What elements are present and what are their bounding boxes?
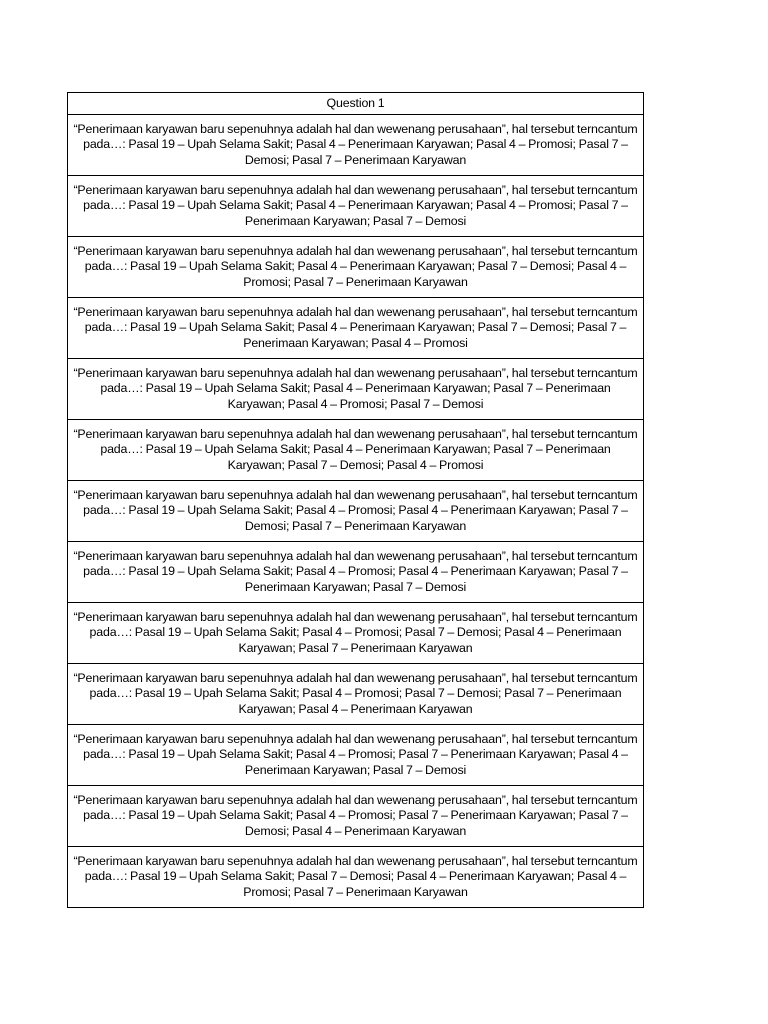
table-row [68,420,644,481]
table-cell [68,115,644,176]
table-header-row [68,93,644,115]
table-row [68,725,644,786]
table-cell [68,664,644,725]
table-row [68,115,644,176]
option-text-4: “Penerimaan karyawan baru sepenuhnya adalah hal dan wewenang perusahaan”, hal tersebut terncantum pada…: Pasal 19 – Upah Selama Sakit; Pasal 4 – Penerimaan Karyawan; Pasal 7 – Demosi; Pasal 7 – Penerimaan Karyawan; Pasal 4 – Promosi [73,304,638,350]
table-row [68,664,644,725]
table-row [68,237,644,298]
table-row [68,786,644,847]
table-row [68,542,644,603]
question-title: Question 1 [326,96,385,111]
option-text-1: “Penerimaan karyawan baru sepenuhnya adalah hal dan wewenang perusahaan”, hal tersebut terncantum pada…: Pasal 19 – Upah Selama Sakit; Pasal 4 – Penerimaan Karyawan; Pasal 4 – Promosi; Pasal 7 – Demosi; Pasal 7 – Penerimaan Karyawan [73,121,638,167]
option-text-11: “Penerimaan karyawan baru sepenuhnya adalah hal dan wewenang perusahaan”, hal tersebut terncantum pada…: Pasal 19 – Upah Selama Sakit; Pasal 4 – Promosi; Pasal 7 – Penerimaan Karyawan; Pasal 4 – Penerimaan Karyawan; Pasal 7 – Demosi [73,731,638,777]
table-cell [68,725,644,786]
table-cell [68,176,644,237]
option-text-2: “Penerimaan karyawan baru sepenuhnya adalah hal dan wewenang perusahaan”, hal tersebut terncantum pada…: Pasal 19 – Upah Selama Sakit; Pasal 4 – Penerimaan Karyawan; Pasal 4 – Promosi; Pasal 7 – Penerimaan Karyawan; Pasal 7 – Demosi [73,182,638,228]
table-row [68,359,644,420]
table-row [68,298,644,359]
table-cell [68,786,644,847]
option-text-5: “Penerimaan karyawan baru sepenuhnya adalah hal dan wewenang perusahaan”, hal tersebut terncantum pada…: Pasal 19 – Upah Selama Sakit; Pasal 4 – Penerimaan Karyawan; Pasal 7 – Penerimaan Karyawan; Pasal 4 – Promosi; Pasal 7 – Demosi [73,365,638,411]
table-cell [68,603,644,664]
table-header-cell [68,93,644,115]
option-text-7: “Penerimaan karyawan baru sepenuhnya adalah hal dan wewenang perusahaan”, hal tersebut terncantum pada…: Pasal 19 – Upah Selama Sakit; Pasal 4 – Promosi; Pasal 4 – Penerimaan Karyawan; Pasal 7 – Demosi; Pasal 7 – Penerimaan Karyawan [73,487,638,533]
option-text-10: “Penerimaan karyawan baru sepenuhnya adalah hal dan wewenang perusahaan”, hal tersebut terncantum pada…: Pasal 19 – Upah Selama Sakit; Pasal 4 – Promosi; Pasal 7 – Demosi; Pasal 7 – Penerimaan Karyawan; Pasal 4 – Penerimaan Karyawan [73,670,638,716]
table-cell [68,847,644,908]
option-text-3: “Penerimaan karyawan baru sepenuhnya adalah hal dan wewenang perusahaan”, hal tersebut terncantum pada…: Pasal 19 – Upah Selama Sakit; Pasal 4 – Penerimaan Karyawan; Pasal 7 – Demosi; Pasal 4 – Promosi; Pasal 7 – Penerimaan Karyawan [73,243,638,289]
table-cell [68,481,644,542]
table-cell [68,542,644,603]
table-row [68,847,644,908]
table-cell [68,420,644,481]
option-text-9: “Penerimaan karyawan baru sepenuhnya adalah hal dan wewenang perusahaan”, hal tersebut terncantum pada…: Pasal 19 – Upah Selama Sakit; Pasal 4 – Promosi; Pasal 7 – Demosi; Pasal 4 – Penerimaan Karyawan; Pasal 7 – Penerimaan Karyawan [73,609,638,655]
option-text-6: “Penerimaan karyawan baru sepenuhnya adalah hal dan wewenang perusahaan”, hal tersebut terncantum pada…: Pasal 19 – Upah Selama Sakit; Pasal 4 – Penerimaan Karyawan; Pasal 7 – Penerimaan Karyawan; Pasal 7 – Demosi; Pasal 4 – Promosi [73,426,638,472]
document-page [67,92,644,908]
table-cell [68,298,644,359]
table-row [68,176,644,237]
question-table [67,92,644,908]
table-cell [68,359,644,420]
table-row [68,603,644,664]
option-text-13: “Penerimaan karyawan baru sepenuhnya adalah hal dan wewenang perusahaan”, hal tersebut terncantum pada…: Pasal 19 – Upah Selama Sakit; Pasal 7 – Demosi; Pasal 4 – Penerimaan Karyawan; Pasal 4 – Promosi; Pasal 7 – Penerimaan Karyawan [73,853,638,899]
table-cell [68,237,644,298]
option-text-8: “Penerimaan karyawan baru sepenuhnya adalah hal dan wewenang perusahaan”, hal tersebut terncantum pada…: Pasal 19 – Upah Selama Sakit; Pasal 4 – Promosi; Pasal 4 – Penerimaan Karyawan; Pasal 7 – Penerimaan Karyawan; Pasal 7 – Demosi [73,548,638,594]
table-row [68,481,644,542]
option-text-12: “Penerimaan karyawan baru sepenuhnya adalah hal dan wewenang perusahaan”, hal tersebut terncantum pada…: Pasal 19 – Upah Selama Sakit; Pasal 4 – Promosi; Pasal 7 – Penerimaan Karyawan; Pasal 7 – Demosi; Pasal 4 – Penerimaan Karyawan [73,792,638,838]
